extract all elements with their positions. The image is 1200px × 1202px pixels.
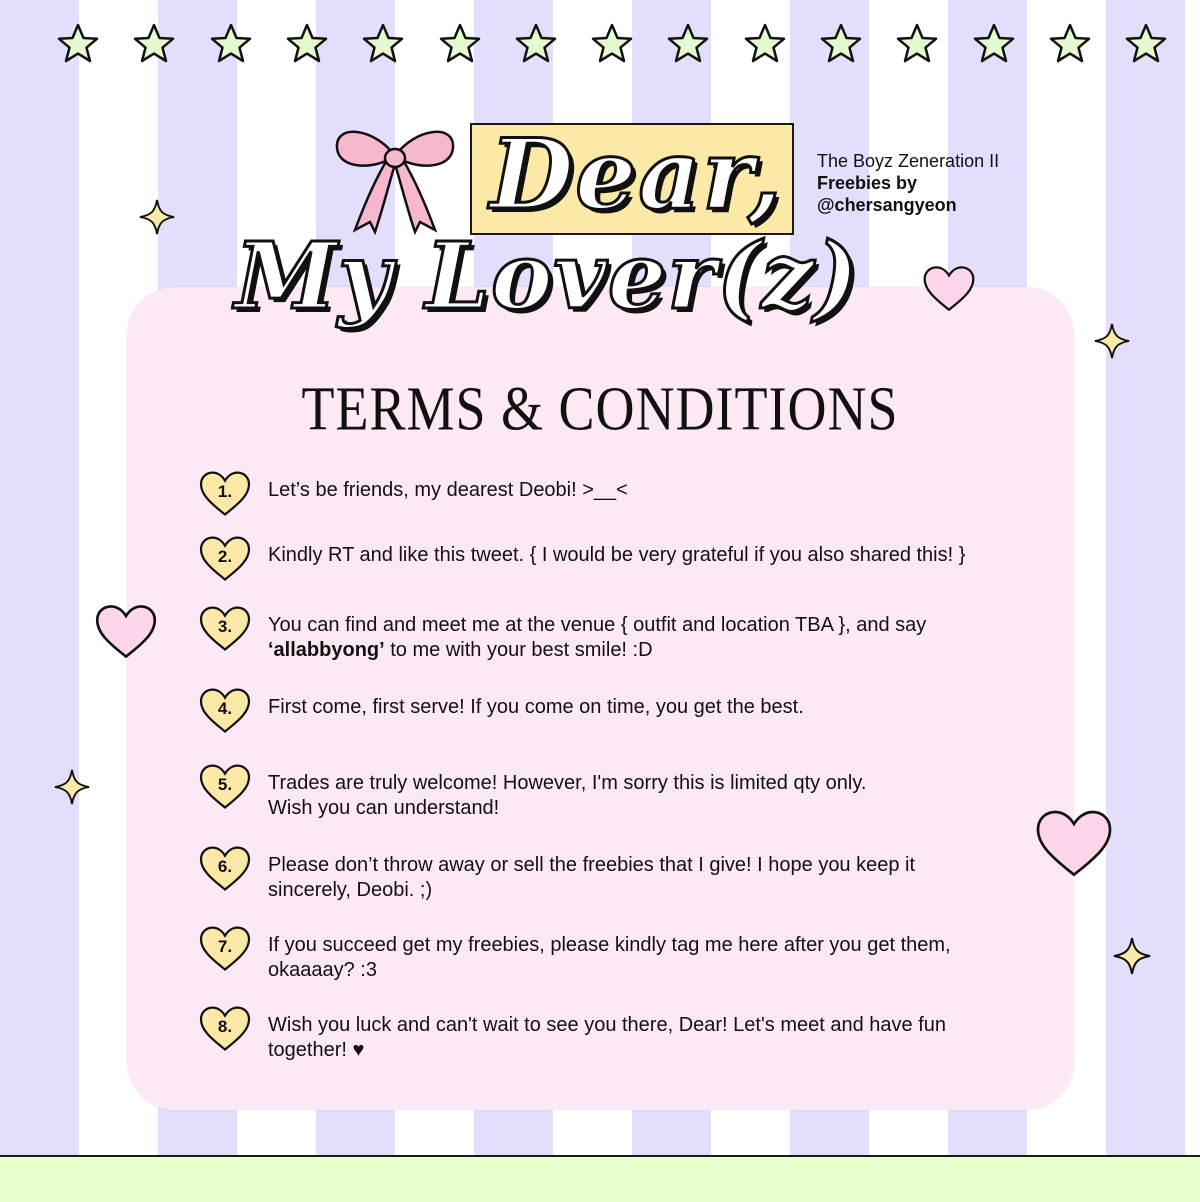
term-text: First come, first serve! If you come on time, you get the best. [268,696,804,718]
sparkle-icon [138,198,176,236]
term-text [268,771,1028,821]
number-label: 1. [217,482,233,501]
event-info [817,150,999,216]
heart-icon [922,264,976,314]
star-icon [819,22,863,66]
number-badge [198,925,252,973]
sparkle-icon [1112,936,1152,976]
star-icon [209,22,253,66]
star-icon [285,22,329,66]
number-label: 2. [217,547,233,566]
freebies-by-label: Freebies by [817,173,918,193]
number-label: 6. [217,857,233,876]
number-badge [198,687,252,735]
number-badge [198,763,252,811]
title-line-1: Dear, [490,118,784,231]
title-line-2: My Lover(z) [235,222,860,330]
sparkle-icon [1093,322,1131,360]
term-text-line-2: sincerely, Deobi. ;) [268,879,433,901]
number-badge [198,470,252,518]
star-icon [56,22,100,66]
number-label: 5. [217,775,233,794]
number-label: 7. [217,937,233,956]
term-text-line-2: Wish you can understand! [268,797,500,819]
term-text-line-1: Please don’t throw away or sell the freebies that I give! I hope you keep it [268,854,916,876]
number-label: 4. [217,699,233,718]
bottom-band [0,1155,1200,1202]
star-icon [743,22,787,66]
term-text-line-2: okaaaay? :3 [268,959,377,981]
star-icon [361,22,405,66]
number-badge [198,535,252,583]
term-text-line-1: Wish you luck and can't wait to see you there, Dear! Let's meet and have fun [268,1014,947,1036]
section-title: TERMS & CONDITIONS [301,374,899,444]
star-icon [666,22,710,66]
star-icon [972,22,1016,66]
term-text [268,933,1028,983]
bow-icon [325,118,465,238]
term-text-line-2: together! ♥ [268,1039,365,1061]
number-label: 3. [217,617,233,636]
star-icon [1048,22,1092,66]
star-icon [438,22,482,66]
term-text [268,613,1028,663]
term-text [268,1013,1028,1063]
star-icon [1124,22,1168,66]
number-label: 8. [217,1017,233,1036]
term-text-bold: ‘allabbyong’ [268,639,385,661]
star-icon [895,22,939,66]
event-name: The Boyz Zeneration II [817,151,1000,171]
star-icon [514,22,558,66]
term-text [268,853,1028,903]
term-text-line-1: If you succeed get my freebies, please kindly tag me here after you get them, [268,934,951,956]
star-icon [590,22,634,66]
sparkle-icon [53,768,91,806]
term-text-line-1: Trades are truly welcome! However, I'm sorry this is limited qty only. [268,772,867,794]
term-text-line-1: You can find and meet me at the venue { outfit and location TBA }, and say [268,614,927,636]
term-text: Kindly RT and like this tweet. { I would be very grateful if you also shared this! } [268,544,966,566]
stars-row [0,20,1200,70]
author-handle: @chersangyeon [817,195,957,215]
star-icon [132,22,176,66]
term-text-line-2: to me with your best smile! :D [384,639,653,661]
term-text: Let’s be friends, my dearest Deobi! >__< [268,479,628,501]
number-badge [198,1005,252,1053]
number-badge [198,605,252,653]
number-badge [198,845,252,893]
heart-icon [1034,808,1114,880]
heart-icon [94,603,158,661]
